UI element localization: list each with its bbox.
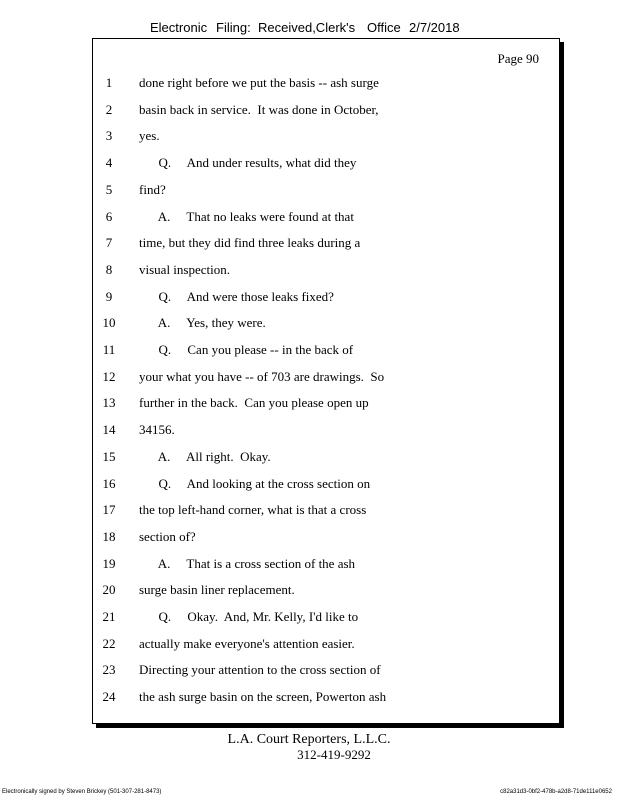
transcript-line (93, 636, 559, 654)
line-number: 13 (102, 395, 116, 411)
header-office: Office (367, 20, 401, 35)
line-number: 12 (102, 368, 116, 384)
transcript-line (93, 262, 559, 280)
transcript-line (93, 422, 559, 440)
transcript-line (93, 449, 559, 467)
transcript-line (93, 529, 559, 547)
line-text: 34156. (139, 422, 175, 438)
line-text: A. Yes, they were. (139, 315, 266, 331)
page-number: Page 90 (497, 51, 539, 66)
line-number: 20 (102, 582, 116, 598)
transcript-line (93, 102, 559, 120)
header-electronic: Electronic (150, 20, 208, 35)
line-text: Q. And were those leaks fixed? (139, 288, 334, 304)
line-text: section of? (139, 528, 196, 544)
line-number: 2 (105, 101, 113, 117)
transcript-line (93, 662, 559, 680)
line-text: yes. (139, 128, 160, 144)
line-text: the top left-hand corner, what is that a cross (139, 502, 367, 518)
transcript-line (93, 502, 559, 520)
document-hash: c82a31d3-0bf2-478b-a2d8-71de111e0652 (500, 789, 612, 795)
header-date: 2/7/2018 (409, 20, 460, 35)
line-text: A. That no leaks were found at that (139, 208, 354, 224)
line-text: A. That is a cross section of the ash (139, 555, 356, 571)
transcript-line (93, 369, 559, 387)
transcript-line (93, 395, 559, 413)
line-text: the ash surge basin on the screen, Powerton ash (139, 689, 387, 705)
line-number: 19 (102, 555, 116, 571)
line-number: 14 (102, 422, 116, 438)
transcript-line (93, 75, 559, 93)
line-text: done right before we put the basis -- ash surge (139, 75, 379, 90)
line-text: surge basin liner replacement. (139, 582, 295, 598)
line-number: 4 (105, 155, 113, 171)
court-reporter-name: L.A. Court Reporters, L.L.C. (227, 732, 391, 747)
line-number: 6 (105, 208, 113, 224)
line-number: 5 (105, 181, 113, 197)
transcript-line (93, 235, 559, 253)
line-text: A. All right. Okay. (139, 448, 271, 464)
line-number: 11 (102, 342, 116, 357)
transcript-line (93, 209, 559, 227)
line-text: time, but they did find three leaks during a (139, 235, 361, 251)
transcript-line (93, 582, 559, 600)
line-text: your what you have -- of 703 are drawings. So (139, 368, 385, 384)
transcript-line (93, 289, 559, 307)
line-text: Q. Can you please -- in the back of (139, 342, 354, 357)
line-text: find? (139, 181, 166, 197)
line-number: 18 (102, 528, 116, 544)
electronic-signature: Electronically signed by Steven Brickey (501-307-281-8473) (2, 789, 162, 795)
line-text: further in the back. Can you please open up (139, 395, 369, 411)
header-received: Received,Clerk's (258, 20, 356, 35)
header-filing: Filing: (216, 20, 251, 35)
line-text: visual inspection. (139, 261, 230, 277)
line-number: 10 (102, 315, 116, 331)
line-number: 22 (102, 635, 116, 651)
line-number: 15 (102, 448, 116, 464)
line-text: basin back in service. It was done in October, (139, 101, 379, 117)
line-text: Q. And looking at the cross section on (139, 475, 371, 491)
transcript-page (92, 38, 560, 724)
transcript-line (93, 182, 559, 200)
line-number: 9 (105, 288, 113, 304)
line-text: actually make everyone's attention easier. (139, 635, 355, 651)
line-number: 23 (102, 662, 116, 678)
transcript-line (93, 155, 559, 173)
line-number: 7 (105, 235, 113, 251)
transcript-line (93, 556, 559, 574)
line-text: Directing your attention to the cross section of (139, 662, 381, 678)
transcript-line (93, 609, 559, 627)
line-text: Q. And under results, what did they (139, 155, 357, 171)
line-number: 24 (102, 689, 116, 705)
transcript-line (93, 689, 559, 707)
line-number: 8 (105, 261, 113, 277)
court-reporter-phone: 312-419-9292 (297, 747, 371, 762)
transcript-line (93, 128, 559, 146)
line-number: 3 (105, 128, 113, 144)
transcript-line (93, 342, 559, 360)
line-number: 17 (102, 502, 116, 518)
line-number: 21 (102, 609, 116, 624)
line-text: Q. Okay. And, Mr. Kelly, I'd like to (139, 609, 359, 624)
transcript-line (93, 315, 559, 333)
line-number: 1 (105, 75, 113, 90)
line-number: 16 (102, 475, 116, 491)
transcript-line (93, 476, 559, 494)
